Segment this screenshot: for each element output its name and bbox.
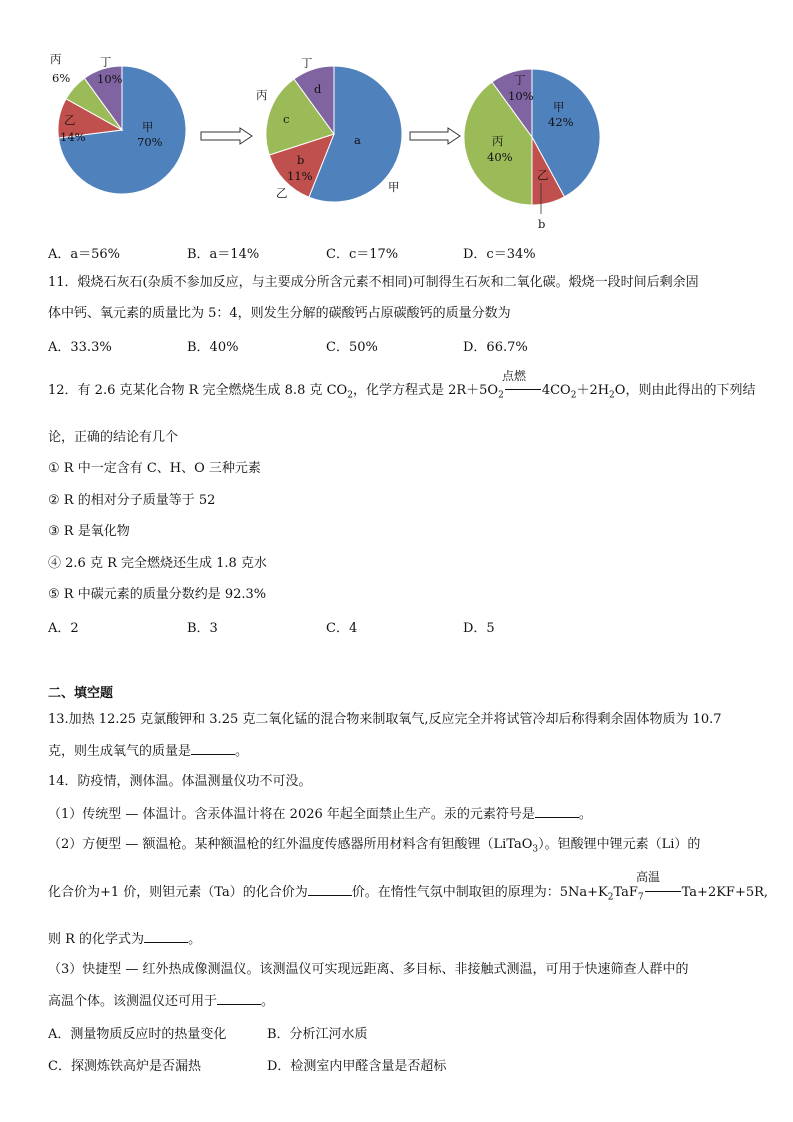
q11-stem-line-2: 体中钙、氧元素的质量比为 5：4，则发生分解的碳酸钙占原碳酸钙的质量分数为 [48,306,511,321]
q13-stem-line-2: 克，则生成氧气的质量是 。 [48,744,249,759]
q14-part-2-formula-blank[interactable] [144,930,188,943]
q14-part-1-blank[interactable] [535,805,579,818]
pie2-label-b: b [297,153,305,167]
pie3-value-jia: 42% [548,115,574,129]
q14-option-c[interactable]: C．探测炼铁高炉是否漏热 [48,1059,201,1074]
pie3-label-jia: 甲 [553,100,565,114]
q14-stem-line-1: 14．防疫情，测体温。体温测量仪功不可没。 [48,774,312,789]
q14-part-1: （1）传统型 — 体温计。含汞体温计将在 2026 年起全面禁止生产。汞的元素符号是 。 [48,807,592,822]
pie3-label-b: b [538,217,546,231]
q13-stem-line-1: 13.加热 12.25 克氯酸钾和 3.25 克二氧化锰的混合物来制取氧气,反应完全并将试管冷却后称得剩余固体物质为 10.7 [48,712,722,727]
pie3-label-yi: 乙 [537,168,549,182]
q12-item-4: ④ 2.6 克 R 完全燃烧还生成 1.8 克水 [48,556,267,571]
pie1-label-yi: 乙 [64,113,76,127]
pie2-label-c: c [283,112,290,126]
q10-option-d[interactable]: D．c＝34% [463,247,536,262]
q14-reaction-bar [645,891,681,892]
q12-item-3: ③ R 是氧化物 [48,524,130,539]
pie2-label-jia: 甲 [388,180,400,194]
pie-chart-3 [464,69,600,231]
q11-option-a[interactable]: A．33.3% [48,340,112,355]
q12-option-a[interactable]: A．2 [48,621,79,636]
pie-chart-2 [256,56,402,202]
pie-chart-1 [50,52,186,194]
q14-option-a[interactable]: A．测量物质反应时的热量变化 [48,1027,227,1042]
arrow-1 [201,128,252,144]
q14-part-3-line-2: 高温个体。该测温仪还可用于 。 [48,994,275,1009]
q14-part-2-line-2: 化合价为+1 价，则钽元素（Ta）的化合价为 价。在惰性气氛中制取钽的原理为：$5Na+K_2TaF_7$ Ta+2KF+5R, [48,885,769,903]
pie2-label-ding: 丁 [301,56,313,70]
q11-option-c[interactable]: C．50% [326,340,378,355]
q11-option-d[interactable]: D．66.7% [463,340,528,355]
q12-option-b[interactable]: B．3 [187,621,218,636]
q10-option-c[interactable]: C．c＝17% [326,247,399,262]
q12-reaction-bar [505,389,541,390]
q12-condition-ignite: 点燃 [502,369,527,383]
q12-item-2: ② R 的相对分子质量等于 52 [48,493,216,508]
pie3-label-bing: 丙 [492,134,504,148]
pie2-value-b: 11% [287,169,313,183]
q12-stem-line-2: 论，正确的结论有几个 [48,430,179,445]
pie1-value-ding: 10% [97,72,123,86]
pie1-label-bing: 丙 [50,52,62,66]
pie3-value-ding: 10% [508,89,534,103]
q12-item-1: ① R 中一定含有 C、H、O 三种元素 [48,461,261,476]
q12-stem-line-1: 12．有 2.6 克某化合物 R 完全燃烧生成 8.8 克 $CO_2$，化学方程式是 $2R+5O_2$ $4CO_2+2H_2O$，则由此得出的下列结 [48,383,756,401]
pie2-label-a: a [354,133,361,147]
pie1-value-jia: 70% [137,135,163,149]
q12-option-c[interactable]: C．4 [326,621,358,636]
pie3-value-bing: 40% [487,150,513,164]
q14-part-3-blank[interactable] [217,992,261,1005]
q12-item-5: ⑤ R 中碳元素的质量分数约是 92.3% [48,587,267,602]
pie1-value-bing: 6% [52,71,71,85]
q14-option-b[interactable]: B．分析江河水质 [267,1027,368,1042]
q13-answer-blank[interactable] [191,742,235,755]
q14-part-3-line-1: （3）快捷型 — 红外热成像测温仪。该测温仪可实现远距离、多目标、非接触式测温，可用于快速筛查人群中的 [48,962,689,977]
section-2-title: 二、填空题 [48,686,114,701]
q10-option-a[interactable]: A．a＝56% [48,247,121,262]
q14-part-2-valence-blank[interactable] [308,883,352,896]
q11-option-b[interactable]: B．40% [187,340,239,355]
q12-option-d[interactable]: D．5 [463,621,495,636]
q14-part-2-line-3: 则 R 的化学式为 。 [48,932,202,947]
q14-option-d[interactable]: D．检测室内甲醛含量是否超标 [267,1059,447,1074]
arrow-2 [410,128,460,144]
q11-stem-line-1: 11．煅烧石灰石(杂质不参加反应，与主要成分所含元素不相同)可制得生石灰和二氧化碳。煅烧一段时间后剩余固 [48,275,699,290]
q14-condition-high-temp: 高温 [636,870,661,884]
q14-part-2-line-1: （2）方便型 — 额温枪。某种额温枪的红外温度传感器所用材料含有钽酸锂（LiTaO$_3$）。钽酸锂中锂元素（Li）的 [48,837,701,855]
pie3-label-ding: 丁 [514,73,526,87]
pie2-label-yi: 乙 [276,186,288,200]
pie1-value-yi: 14% [60,130,86,144]
pie2-label-bing: 丙 [256,88,268,102]
pie1-label-jia: 甲 [142,120,154,134]
pie1-label-ding: 丁 [100,55,112,69]
pie2-label-d: d [314,82,322,96]
q10-option-b[interactable]: B．a＝14% [187,247,260,262]
pie-charts [0,0,793,240]
